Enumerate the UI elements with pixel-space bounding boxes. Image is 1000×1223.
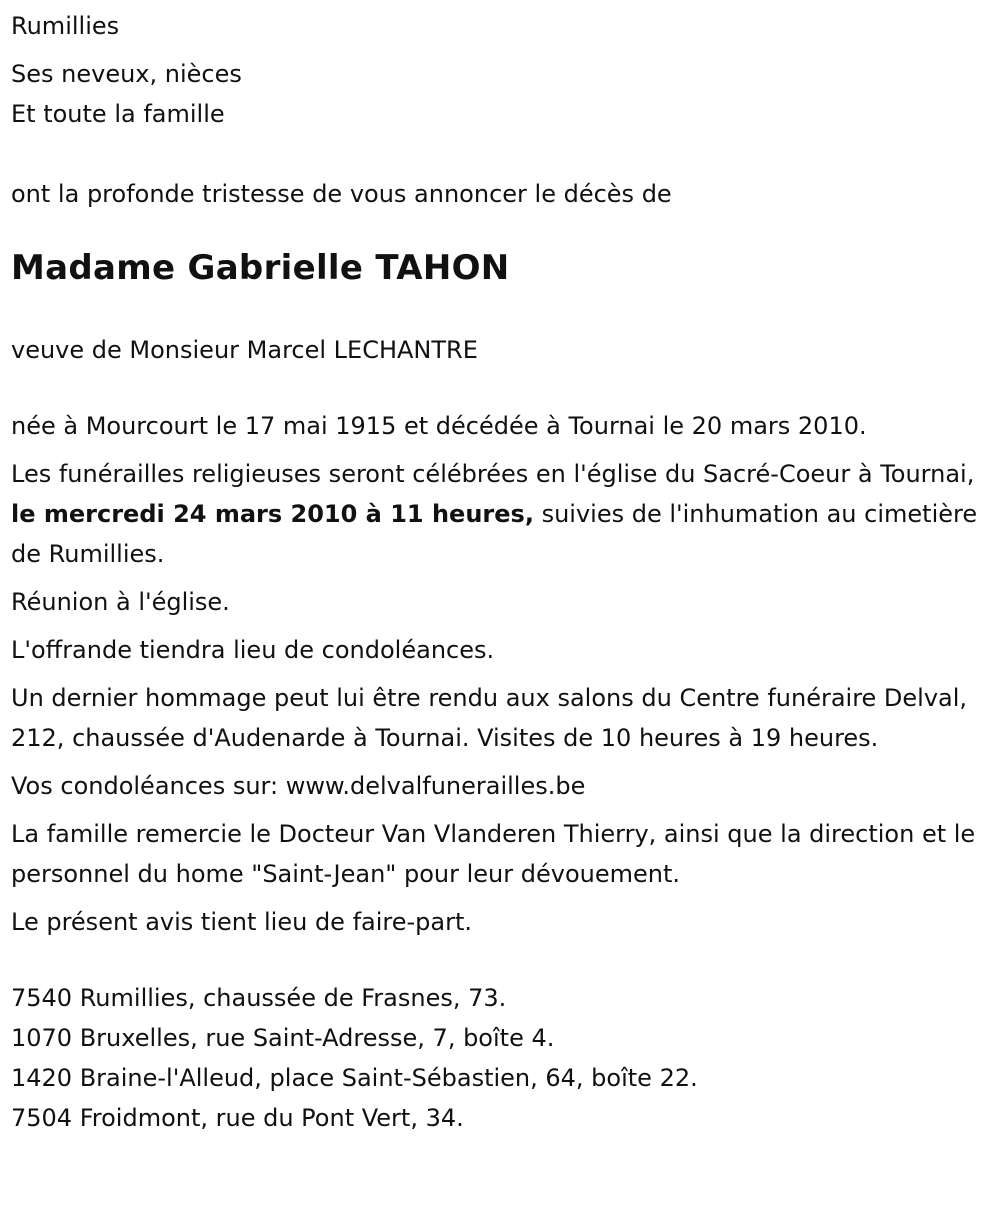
funeral-paragraph (11, 454, 991, 574)
tribute-paragraph: Un dernier hommage peut lui être rendu aux salons du Centre funéraire Delval, 212, chaussée d'Audenarde à Tournai. Visites de 10 heures à 19 heures. (11, 684, 968, 752)
funeral-text-2: suivies de l'inhumation au cimetière de Rumillies. (11, 500, 978, 568)
deceased-name: Madame Gabrielle TAHON (11, 248, 510, 288)
condolences-line: Vos condoléances sur: www.delvalfunerailles.be (11, 772, 586, 800)
announcement: ont la profonde tristesse de vous annoncer le décès de (11, 180, 672, 208)
address-item: 7504 Froidmont, rue du Pont Vert, 34. (11, 1104, 464, 1132)
thanks-paragraph: La famille remercie le Docteur Van Vlanderen Thierry, ainsi que la direction et le personnel du home "Saint-Jean" pour leur dévouement. (11, 820, 976, 888)
address-item: 7540 Rumillies, chaussée de Frasnes, 73. (11, 984, 507, 1012)
offering-line: L'offrande tiendra lieu de condoléances. (11, 636, 495, 664)
place-heading: Rumillies (11, 12, 120, 40)
birth-death-line: née à Mourcourt le 17 mai 1915 et décédée à Tournai le 20 mars 2010. (11, 412, 867, 440)
funeral-date: le mercredi 24 mars 2010 à 11 heures, (11, 500, 534, 528)
family-line-2: Et toute la famille (11, 100, 225, 128)
spouse-line: veuve de Monsieur Marcel LECHANTRE (11, 336, 478, 364)
meeting-line: Réunion à l'église. (11, 588, 230, 616)
address-item: 1070 Bruxelles, rue Saint-Adresse, 7, boîte 4. (11, 1024, 555, 1052)
funeral-text-1: Les funérailles religieuses seront célébrées en l'église du Sacré-Coeur à Tournai, (11, 460, 975, 488)
address-list (11, 978, 991, 1138)
family-line-1: Ses neveux, nièces (11, 60, 242, 88)
obituary-notice (11, 0, 991, 1138)
faire-part-line: Le présent avis tient lieu de faire-part. (11, 908, 473, 936)
address-item: 1420 Braine-l'Alleud, place Saint-Sébastien, 64, boîte 22. (11, 1064, 698, 1092)
